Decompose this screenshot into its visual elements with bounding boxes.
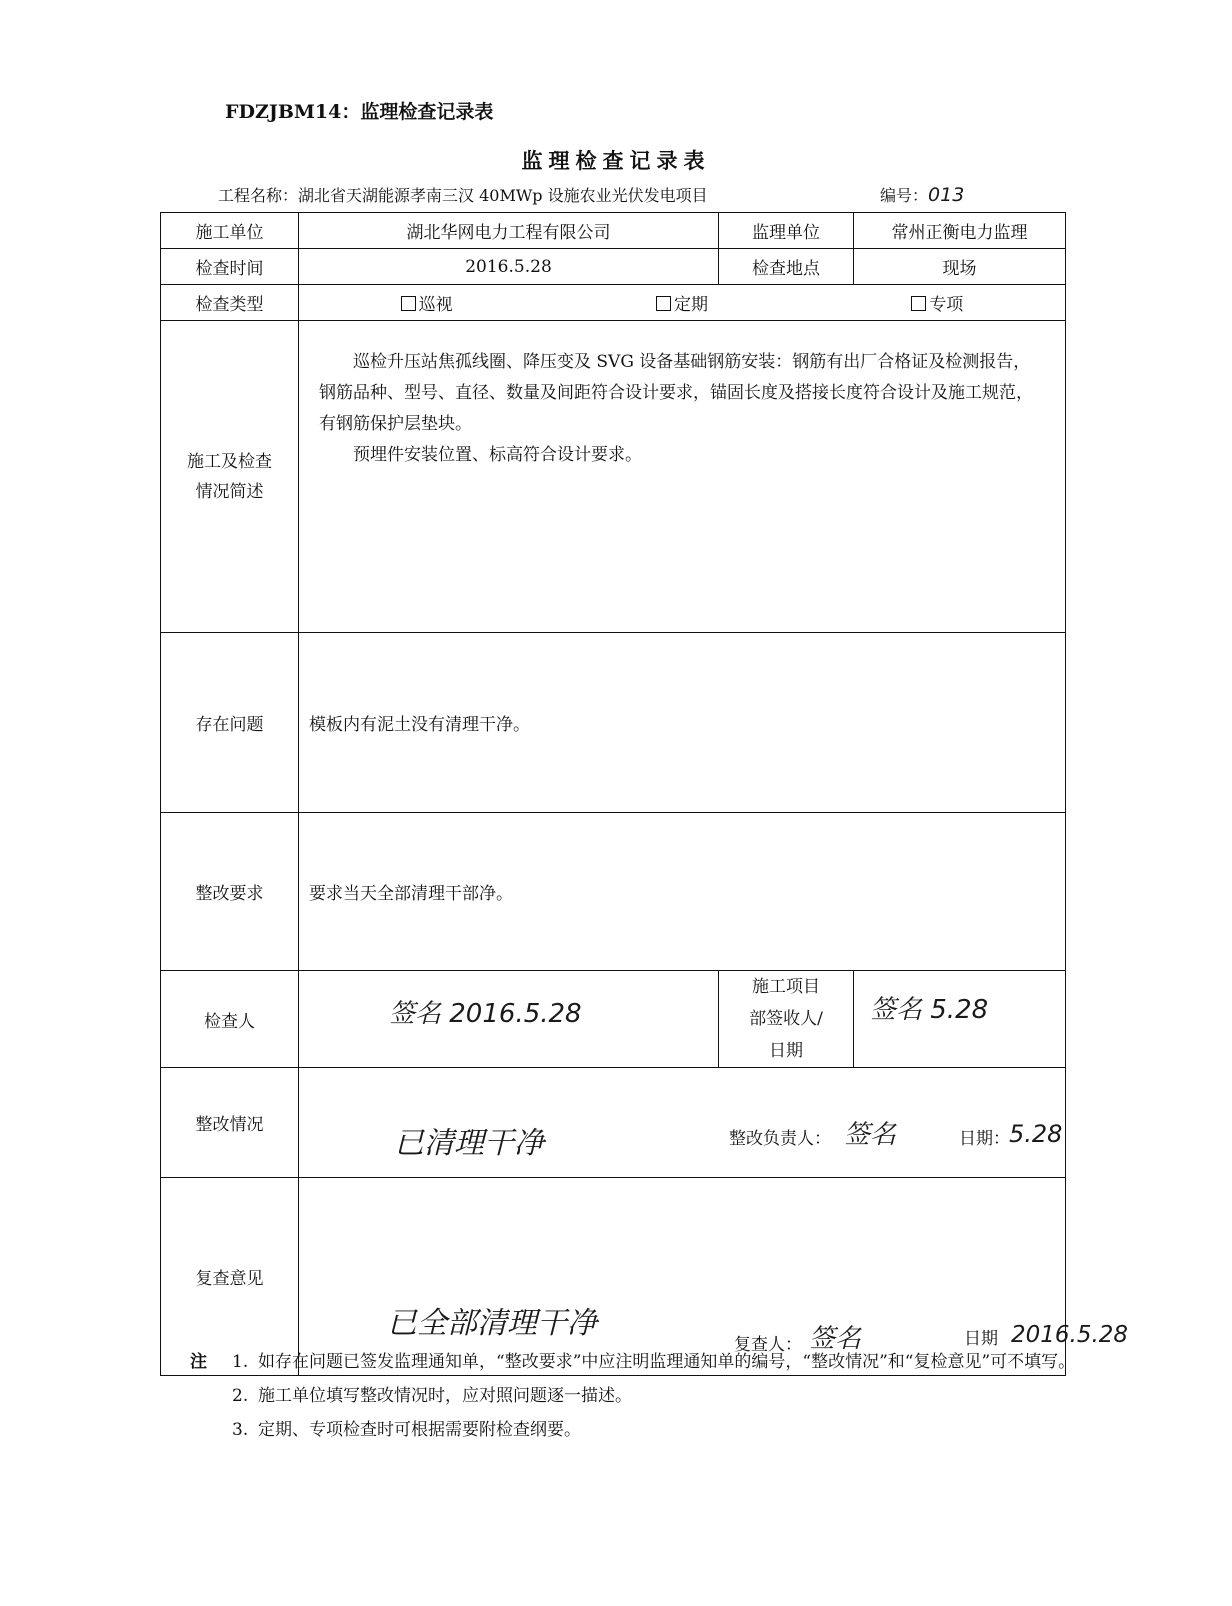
serial-value: 013 (928, 184, 965, 206)
project-name: 湖北省天湖能源孝南三汉 40MWp 设施农业光伏发电项目 (298, 186, 708, 205)
rectify-requirement-label: 整改要求 (161, 813, 299, 971)
summary-text (299, 321, 1066, 633)
check-time-value: 2016.5.28 (299, 249, 719, 285)
review-date-label: 日期 (964, 1329, 998, 1349)
note-text: 定期、专项检查时可根据需要附检查纲要。 (258, 1420, 581, 1440)
rectify-person-signature: 签名 (844, 1120, 897, 1150)
review-label: 复查意见 (161, 1178, 299, 1376)
note-number: 2. (232, 1386, 249, 1406)
check-type-periodic[interactable]: 定期 (656, 290, 708, 315)
rectify-status-cell (299, 1068, 1066, 1178)
note-item (190, 1379, 1088, 1413)
inspector-signature-cell (299, 971, 719, 1068)
supervision-unit-value: 常州正衡电力监理 (854, 213, 1066, 249)
checkbox-icon (656, 296, 671, 311)
serial-number (880, 183, 964, 206)
notes-section (190, 1345, 1088, 1447)
note-text: 施工单位填写整改情况时，应对照问题逐一描述。 (258, 1386, 632, 1406)
rectify-requirement-value: 要求当天全部清理干部净。 (299, 813, 1066, 971)
project-dept-signature: 签名 5.28 (870, 995, 989, 1025)
note-text: 如存在问题已签发监理通知单，“整改要求”中应注明监理通知单的编号，“整改情况”和“复检意见”可不填写。 (258, 1352, 1076, 1372)
summary-paragraph: 预埋件安装位置、标高符合设计要求。 (353, 445, 642, 465)
check-type-label: 检查类型 (161, 285, 299, 321)
problem-value: 模板内有泥土没有清理干净。 (299, 633, 1066, 813)
inspector-label: 检查人 (161, 971, 299, 1068)
summary-paragraph: 巡检升压站焦孤线圈、降压变及 SVG 设备基础钢筋安装：钢筋有出厂合格证及检测报告，钢筋品种、型号、直径、数量及间距符合设计要求，锚固长度及搭接长度符合设计及施工规范，有钢筋保护层垫块。 (319, 352, 1033, 434)
rectify-person-label: 整改负责人： (729, 1129, 831, 1149)
document-code: FDZJBM14：监理检查记录表 (225, 101, 494, 123)
rectify-date-label: 日期： (959, 1129, 1010, 1149)
check-type-options (299, 285, 1066, 321)
note-item (190, 1345, 1088, 1379)
notes-lead: 注 (190, 1352, 207, 1372)
check-type-special[interactable]: 专项 (911, 290, 963, 315)
rectify-date-value: 5.28 (1009, 1120, 1063, 1148)
project-dept-signer-label: 施工项目部签收人/日期 (719, 971, 854, 1068)
checkbox-icon (401, 296, 416, 311)
project-label: 工程名称： (218, 186, 299, 205)
reviewer-label: 复查人： (734, 1335, 802, 1355)
construction-unit-value: 湖北华网电力工程有限公司 (299, 213, 719, 249)
check-place-value: 现场 (854, 249, 1066, 285)
form-title: 监理检查记录表 (521, 148, 711, 173)
note-number: 1. (232, 1352, 249, 1372)
construction-unit-label: 施工单位 (161, 213, 299, 249)
supervision-unit-label: 监理单位 (719, 213, 854, 249)
check-time-label: 检查时间 (161, 249, 299, 285)
review-date-value: 2016.5.28 (1011, 1322, 1129, 1348)
inspector-signature: 签名 2016.5.28 (389, 999, 582, 1029)
note-number: 3. (232, 1420, 249, 1440)
project-line (218, 183, 708, 206)
check-type-patrol[interactable]: 巡视 (401, 290, 453, 315)
reviewer-signature: 签名 (809, 1324, 862, 1354)
check-place-label: 检查地点 (719, 249, 854, 285)
note-item (190, 1413, 1088, 1447)
rectify-status-label: 整改情况 (161, 1068, 299, 1178)
project-dept-signature-cell (854, 971, 1066, 1068)
rectify-status-handwriting: 已清理干净 (394, 1126, 544, 1161)
inspection-form-table (160, 212, 1129, 1376)
review-handwriting: 已全部清理干净 (387, 1306, 597, 1341)
problem-label: 存在问题 (161, 633, 299, 813)
checkbox-icon (911, 296, 926, 311)
summary-label: 施工及检查情况简述 (161, 321, 299, 633)
serial-label: 编号： (880, 186, 929, 205)
